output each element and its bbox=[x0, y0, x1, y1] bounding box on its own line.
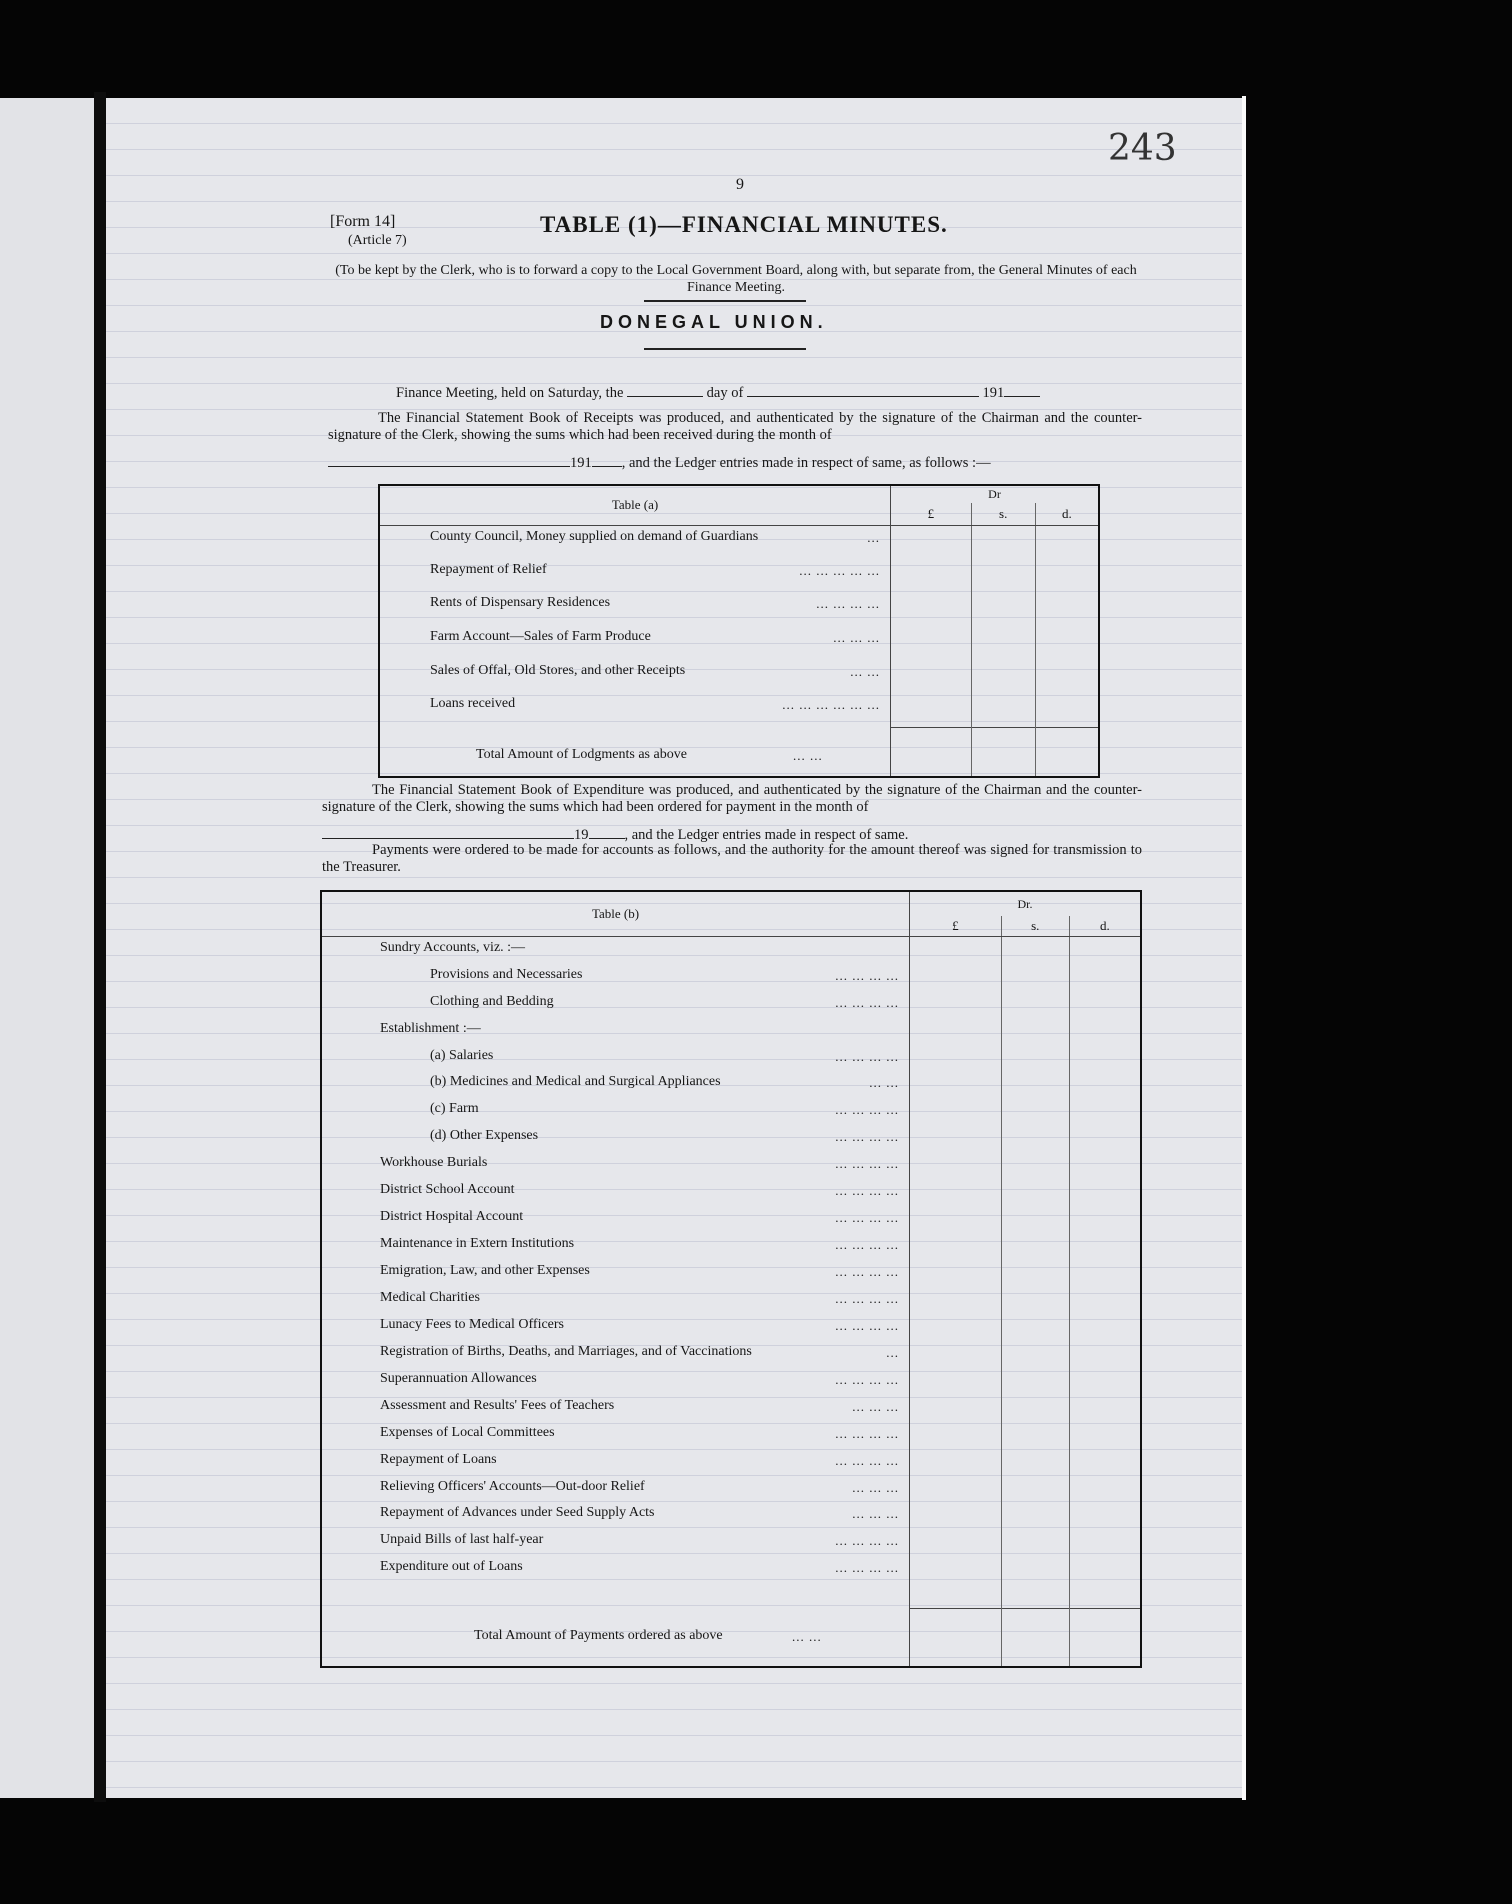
table-row bbox=[321, 1341, 1141, 1368]
table-row bbox=[379, 559, 1099, 593]
meeting-day-of: day of bbox=[706, 385, 744, 401]
row-label-cell bbox=[321, 1422, 910, 1449]
receipts-tail: , and the Ledger entries made in respect of same, as follows :— bbox=[621, 455, 991, 471]
table-row bbox=[379, 693, 1099, 727]
leader-dots: ... ... ... bbox=[852, 1506, 900, 1522]
table-a-total-row bbox=[379, 727, 1099, 777]
row-label: Clothing and Bedding bbox=[430, 993, 554, 1009]
row-label-cell bbox=[321, 937, 910, 964]
amount-pounds-cell[interactable] bbox=[910, 1152, 1002, 1179]
row-label: County Council, Money supplied on demand of Guardians bbox=[430, 528, 759, 544]
leader-dots: ... ... ... ... bbox=[835, 1210, 900, 1226]
row-label-cell bbox=[321, 1314, 910, 1341]
table-b-dr: Dr. bbox=[1017, 896, 1033, 911]
amount-shillings-cell[interactable] bbox=[1001, 1233, 1069, 1260]
amount-pence-cell[interactable] bbox=[1035, 525, 1099, 559]
table-row bbox=[379, 592, 1099, 626]
amount-shillings-cell[interactable] bbox=[1001, 937, 1069, 964]
table-a bbox=[378, 484, 1100, 778]
form-reference: [Form 14] bbox=[330, 213, 396, 230]
leader-dots: ... ... ... ... bbox=[835, 1560, 900, 1576]
amount-pounds-cell[interactable] bbox=[910, 964, 1002, 991]
table-b-title: Table (b) bbox=[321, 891, 910, 937]
amount-shillings-cell[interactable] bbox=[1001, 1314, 1069, 1341]
amount-shillings-cell[interactable] bbox=[1001, 1502, 1069, 1529]
amount-pounds-cell[interactable] bbox=[910, 1476, 1002, 1503]
row-label: Registration of Births, Deaths, and Marriages, and of Vaccinations bbox=[380, 1343, 752, 1359]
amount-pounds-cell[interactable] bbox=[910, 1422, 1002, 1449]
row-label-cell bbox=[379, 693, 891, 727]
receipts-year-prefix: 191 bbox=[570, 455, 592, 471]
amount-pence-cell[interactable] bbox=[1069, 1125, 1141, 1152]
amount-pounds-cell[interactable] bbox=[910, 1206, 1002, 1233]
row-label: Repayment of Advances under Seed Supply Acts bbox=[380, 1505, 655, 1521]
amount-pounds-cell[interactable] bbox=[891, 626, 972, 660]
table-row bbox=[321, 1071, 1141, 1098]
row-label-cell bbox=[321, 1233, 910, 1260]
amount-shillings-cell[interactable] bbox=[1001, 1341, 1069, 1368]
amount-pounds-cell[interactable] bbox=[910, 1502, 1002, 1529]
table-row bbox=[321, 1098, 1141, 1125]
amount-shillings-cell[interactable] bbox=[1001, 964, 1069, 991]
row-label: Repayment of Relief bbox=[430, 561, 547, 577]
article-reference: (Article 7) bbox=[348, 233, 407, 248]
row-label-cell bbox=[321, 1206, 910, 1233]
amount-shillings-cell[interactable] bbox=[971, 525, 1035, 559]
amount-shillings-cell[interactable] bbox=[1001, 1529, 1069, 1556]
table-a-total-pounds[interactable] bbox=[891, 727, 972, 777]
table-b bbox=[320, 890, 1142, 1668]
amount-pounds-cell[interactable] bbox=[910, 937, 1002, 964]
table-row bbox=[321, 1368, 1141, 1395]
row-label: Expenditure out of Loans bbox=[380, 1559, 523, 1575]
row-label-cell bbox=[321, 1476, 910, 1503]
row-label: (c) Farm bbox=[430, 1101, 479, 1117]
amount-pounds-cell[interactable] bbox=[891, 592, 972, 626]
title-rule-bottom bbox=[644, 348, 806, 350]
amount-pence-cell[interactable] bbox=[1069, 1098, 1141, 1125]
amount-pence-cell[interactable] bbox=[1069, 1260, 1141, 1287]
table-b-total-row bbox=[321, 1608, 1141, 1667]
meeting-lead: Finance Meeting, held on Saturday, the bbox=[396, 385, 624, 401]
leader-dots: ... ... ... bbox=[852, 1479, 900, 1495]
amount-shillings-cell[interactable] bbox=[1001, 1098, 1069, 1125]
table-row bbox=[321, 1476, 1141, 1503]
leader-dots: ... ... bbox=[869, 1075, 900, 1091]
table-b-total-shillings[interactable] bbox=[1001, 1608, 1069, 1667]
amount-shillings-cell[interactable] bbox=[1001, 1556, 1069, 1583]
leader-dots: ... ... bbox=[850, 663, 881, 679]
row-label: Maintenance in Extern Institutions bbox=[380, 1236, 575, 1252]
leader-dots: ... ... bbox=[792, 1629, 822, 1644]
leader-dots: ... ... ... ... ... ... bbox=[782, 697, 881, 713]
leader-dots: ... ... ... ... bbox=[835, 1371, 900, 1387]
union-name: DONEGAL UNION. bbox=[600, 312, 828, 332]
row-label-cell bbox=[321, 991, 910, 1018]
row-label-cell bbox=[321, 1098, 910, 1125]
row-label: (b) Medicines and Medical and Surgical Appliances bbox=[430, 1074, 721, 1090]
leader-dots: ... ... ... ... bbox=[816, 596, 881, 612]
amount-pounds-cell[interactable] bbox=[910, 1314, 1002, 1341]
table-row bbox=[321, 1502, 1141, 1529]
amount-pounds-cell[interactable] bbox=[910, 1395, 1002, 1422]
amount-pence-cell[interactable] bbox=[1069, 1071, 1141, 1098]
table-a-total-label: Total Amount of Lodgments as above bbox=[476, 747, 687, 763]
amount-shillings-cell[interactable] bbox=[1001, 1287, 1069, 1314]
table-b-total-cell bbox=[321, 1608, 910, 1667]
amount-shillings-cell[interactable] bbox=[1001, 1125, 1069, 1152]
amount-pounds-cell[interactable] bbox=[910, 1556, 1002, 1583]
amount-shillings-cell[interactable] bbox=[1001, 1368, 1069, 1395]
table-row bbox=[321, 1529, 1141, 1556]
amount-shillings-cell[interactable] bbox=[971, 693, 1035, 727]
amount-pounds-cell[interactable] bbox=[910, 1071, 1002, 1098]
amount-pounds-cell[interactable] bbox=[910, 1018, 1002, 1045]
row-label-cell bbox=[321, 1287, 910, 1314]
row-label-cell bbox=[379, 559, 891, 593]
table-row bbox=[379, 525, 1099, 559]
meeting-line bbox=[396, 384, 1096, 402]
amount-pounds-cell[interactable] bbox=[891, 559, 972, 593]
table-row bbox=[321, 1179, 1141, 1206]
leader-dots: ... ... ... ... ... bbox=[799, 562, 881, 578]
amount-shillings-cell[interactable] bbox=[1001, 1018, 1069, 1045]
row-label: Medical Charities bbox=[380, 1289, 480, 1305]
amount-pence-cell[interactable] bbox=[1069, 991, 1141, 1018]
row-label: Rents of Dispensary Residences bbox=[430, 595, 611, 611]
leader-dots: ... ... ... ... bbox=[835, 1156, 900, 1172]
leader-dots: ... ... ... ... bbox=[835, 1102, 900, 1118]
amount-shillings-cell[interactable] bbox=[1001, 991, 1069, 1018]
table-a-dr: Dr bbox=[988, 487, 1001, 502]
row-label: Unpaid Bills of last half-year bbox=[380, 1532, 544, 1548]
meeting-month-blank[interactable] bbox=[747, 384, 979, 397]
amount-shillings-cell[interactable] bbox=[1001, 1449, 1069, 1476]
facing-page-edge bbox=[0, 98, 94, 1798]
table-row bbox=[321, 1556, 1141, 1583]
intro-note: (To be kept by the Clerk, who is to forward a copy to the Local Government Board, along with, but separate from, the General Minutes of each Finance Meeting. bbox=[335, 263, 1137, 295]
amount-pence-cell[interactable] bbox=[1069, 1422, 1141, 1449]
table-b-total-pence[interactable] bbox=[1069, 1608, 1141, 1667]
amount-shillings-cell[interactable] bbox=[1001, 1395, 1069, 1422]
table-a-total-cell bbox=[379, 727, 891, 777]
amount-pence-cell[interactable] bbox=[1069, 1395, 1141, 1422]
payments-paragraph: Payments were ordered to be made for accounts as follows, and the authority for the amount thereof was signed for transmission to the Treasurer. bbox=[322, 842, 1142, 875]
row-label-cell bbox=[321, 1502, 910, 1529]
page-title: TABLE (1)—FINANCIAL MINUTES. bbox=[540, 212, 948, 237]
meeting-year-prefix: 191 bbox=[982, 385, 1005, 401]
row-label: (d) Other Expenses bbox=[430, 1128, 539, 1144]
row-label-cell bbox=[379, 525, 891, 559]
table-b-total-label: Total Amount of Payments ordered as above bbox=[474, 1628, 723, 1643]
amount-pence-cell[interactable] bbox=[1035, 693, 1099, 727]
amount-pence-cell[interactable] bbox=[1069, 1152, 1141, 1179]
table-row bbox=[321, 1314, 1141, 1341]
amount-shillings-cell[interactable] bbox=[1001, 1152, 1069, 1179]
leader-dots: ... ... ... ... bbox=[835, 1317, 900, 1333]
row-label: Emigration, Law, and other Expenses bbox=[380, 1263, 590, 1279]
leader-dots: ... ... ... bbox=[852, 1398, 900, 1414]
row-label: Sales of Offal, Old Stores, and other Receipts bbox=[430, 662, 686, 678]
receipts-month-blank[interactable] bbox=[328, 454, 570, 467]
amount-pence-cell[interactable] bbox=[1069, 937, 1141, 964]
row-label: Relieving Officers' Accounts—Out-door Relief bbox=[380, 1478, 645, 1494]
amount-pounds-cell[interactable] bbox=[910, 1287, 1002, 1314]
amount-pounds-cell[interactable] bbox=[891, 693, 972, 727]
row-label-cell bbox=[321, 1179, 910, 1206]
leader-dots: ... ... ... ... bbox=[835, 1290, 900, 1306]
row-label-cell bbox=[379, 592, 891, 626]
row-label-cell bbox=[321, 1045, 910, 1072]
table-row bbox=[321, 1260, 1141, 1287]
amount-pounds-cell[interactable] bbox=[910, 1125, 1002, 1152]
amount-pounds-cell[interactable] bbox=[910, 1179, 1002, 1206]
row-label-cell bbox=[379, 626, 891, 660]
table-row bbox=[321, 937, 1141, 964]
row-label: (a) Salaries bbox=[430, 1047, 494, 1063]
table-b-total-pounds[interactable] bbox=[910, 1608, 1002, 1667]
expenditure-month-blank[interactable] bbox=[322, 826, 574, 839]
row-label-cell bbox=[321, 1260, 910, 1287]
amount-pounds-cell[interactable] bbox=[910, 1529, 1002, 1556]
leader-dots: ... ... ... ... bbox=[835, 1425, 900, 1441]
table-row bbox=[321, 991, 1141, 1018]
leader-dots: ... bbox=[867, 529, 881, 545]
expenditure-paragraph: The Financial Statement Book of Expenditure was produced, and authenticated by the signature of the Chairman and the counter-signature of the Clerk, showing the sums which had been ordered for payment in the month of bbox=[322, 782, 1142, 815]
amount-pounds-cell[interactable] bbox=[910, 1260, 1002, 1287]
leader-dots: ... ... ... ... bbox=[835, 967, 900, 983]
amount-pence-cell[interactable] bbox=[1035, 559, 1099, 593]
amount-pence-cell[interactable] bbox=[1069, 1287, 1141, 1314]
row-label-cell bbox=[321, 1368, 910, 1395]
receipts-month-line bbox=[328, 454, 1142, 472]
amount-pounds-cell[interactable] bbox=[910, 1098, 1002, 1125]
leader-dots: ... ... ... ... bbox=[835, 1048, 900, 1064]
amount-shillings-cell[interactable] bbox=[971, 592, 1035, 626]
row-label-cell bbox=[321, 1125, 910, 1152]
row-label-cell bbox=[321, 1341, 910, 1368]
table-row bbox=[321, 1287, 1141, 1314]
amount-pence-cell[interactable] bbox=[1069, 1449, 1141, 1476]
amount-pence-cell[interactable] bbox=[1069, 1233, 1141, 1260]
amount-pounds-cell[interactable] bbox=[910, 1449, 1002, 1476]
row-label: Superannuation Allowances bbox=[380, 1370, 537, 1386]
amount-pounds-cell[interactable] bbox=[910, 1368, 1002, 1395]
amount-pence-cell[interactable] bbox=[1069, 1368, 1141, 1395]
row-label-cell bbox=[379, 660, 891, 694]
row-label: Expenses of Local Committees bbox=[380, 1424, 555, 1440]
amount-pounds-cell[interactable] bbox=[910, 1045, 1002, 1072]
table-b-shillings: s. bbox=[1001, 916, 1069, 936]
table-row bbox=[321, 1152, 1141, 1179]
table-a-title: Table (a) bbox=[379, 485, 891, 525]
row-label-cell bbox=[321, 1529, 910, 1556]
table-a-shillings: s. bbox=[971, 503, 1035, 525]
leader-dots: ... ... ... ... bbox=[835, 1129, 900, 1145]
row-label-cell bbox=[321, 1395, 910, 1422]
row-label-cell bbox=[321, 1556, 910, 1583]
table-row bbox=[321, 1449, 1141, 1476]
amount-pence-cell[interactable] bbox=[1069, 1206, 1141, 1233]
row-label-cell bbox=[321, 964, 910, 991]
row-label: Farm Account—Sales of Farm Produce bbox=[430, 629, 651, 645]
table-row bbox=[321, 1395, 1141, 1422]
table-b-pence: d. bbox=[1069, 916, 1141, 936]
leader-dots: ... ... ... ... bbox=[835, 1533, 900, 1549]
receipts-year-blank[interactable] bbox=[592, 454, 622, 467]
table-a-total-shillings[interactable] bbox=[971, 727, 1035, 777]
amount-pence-cell[interactable] bbox=[1035, 660, 1099, 694]
amount-shillings-cell[interactable] bbox=[1001, 1476, 1069, 1503]
table-a-total-pence[interactable] bbox=[1035, 727, 1099, 777]
meeting-year-blank[interactable] bbox=[1004, 384, 1040, 397]
table-a-pounds: £ bbox=[891, 503, 972, 525]
amount-pounds-cell[interactable] bbox=[891, 525, 972, 559]
amount-shillings-cell[interactable] bbox=[1001, 1179, 1069, 1206]
row-label: Loans received bbox=[430, 696, 516, 712]
table-b-pounds: £ bbox=[910, 916, 1002, 936]
amount-shillings-cell[interactable] bbox=[1001, 1045, 1069, 1072]
row-label-cell bbox=[321, 1449, 910, 1476]
amount-shillings-cell[interactable] bbox=[971, 559, 1035, 593]
table-row bbox=[379, 660, 1099, 694]
amount-shillings-cell[interactable] bbox=[1001, 1071, 1069, 1098]
amount-pence-cell[interactable] bbox=[1069, 1529, 1141, 1556]
leader-dots: ... ... ... ... bbox=[835, 1237, 900, 1253]
amount-pence-cell[interactable] bbox=[1069, 964, 1141, 991]
row-label: Workhouse Burials bbox=[380, 1155, 488, 1171]
amount-shillings-cell[interactable] bbox=[1001, 1260, 1069, 1287]
table-row bbox=[321, 1422, 1141, 1449]
leader-dots: ... ... ... bbox=[833, 630, 881, 646]
amount-pence-cell[interactable] bbox=[1069, 1018, 1141, 1045]
row-label-cell bbox=[321, 1018, 910, 1045]
meeting-day-blank[interactable] bbox=[627, 384, 703, 397]
amount-shillings-cell[interactable] bbox=[971, 660, 1035, 694]
amount-shillings-cell[interactable] bbox=[1001, 1206, 1069, 1233]
row-label: Assessment and Results' Fees of Teachers bbox=[380, 1397, 615, 1413]
amount-pence-cell[interactable] bbox=[1069, 1556, 1141, 1583]
page-number: 243 bbox=[1108, 128, 1177, 169]
amount-shillings-cell[interactable] bbox=[1001, 1422, 1069, 1449]
table-row bbox=[321, 1206, 1141, 1233]
title-rule-top bbox=[644, 300, 806, 302]
table-a-pence: d. bbox=[1035, 503, 1099, 525]
amount-pence-cell[interactable] bbox=[1069, 1045, 1141, 1072]
amount-pence-cell[interactable] bbox=[1069, 1476, 1141, 1503]
expenditure-year-blank[interactable] bbox=[589, 826, 625, 839]
table-row bbox=[321, 1233, 1141, 1260]
amount-shillings-cell[interactable] bbox=[971, 626, 1035, 660]
amount-pence-cell[interactable] bbox=[1035, 592, 1099, 626]
folio-number: 9 bbox=[736, 176, 744, 193]
amount-pounds-cell[interactable] bbox=[891, 660, 972, 694]
row-label: Sundry Accounts, viz. :— bbox=[380, 940, 526, 956]
table-row bbox=[321, 1045, 1141, 1072]
row-label-cell bbox=[321, 1152, 910, 1179]
table-row bbox=[321, 1018, 1141, 1045]
row-label: District Hospital Account bbox=[380, 1209, 524, 1225]
amount-pence-cell[interactable] bbox=[1069, 1179, 1141, 1206]
leader-dots: ... bbox=[886, 1344, 900, 1360]
table-row bbox=[379, 626, 1099, 660]
expenditure-tail: , and the Ledger entries made in respect of same. bbox=[624, 827, 909, 843]
amount-pounds-cell[interactable] bbox=[910, 1341, 1002, 1368]
leader-dots: ... ... ... ... bbox=[835, 1264, 900, 1280]
amount-pounds-cell[interactable] bbox=[910, 1233, 1002, 1260]
leader-dots: ... ... ... ... bbox=[835, 994, 900, 1010]
row-label: District School Account bbox=[380, 1182, 515, 1198]
table-row bbox=[321, 1125, 1141, 1152]
expenditure-year-prefix: 19 bbox=[574, 827, 589, 843]
row-label: Establishment :— bbox=[380, 1020, 481, 1036]
page-edge bbox=[1242, 96, 1246, 1800]
amount-pence-cell[interactable] bbox=[1069, 1314, 1141, 1341]
row-label: Lunacy Fees to Medical Officers bbox=[380, 1316, 565, 1332]
amount-pence-cell[interactable] bbox=[1069, 1502, 1141, 1529]
leader-dots: ... ... ... ... bbox=[835, 1452, 900, 1468]
leader-dots: ... ... bbox=[793, 748, 823, 764]
amount-pence-cell[interactable] bbox=[1069, 1341, 1141, 1368]
row-label-cell bbox=[321, 1071, 910, 1098]
table-row bbox=[321, 964, 1141, 991]
row-label: Repayment of Loans bbox=[380, 1451, 497, 1467]
amount-pence-cell[interactable] bbox=[1035, 626, 1099, 660]
leader-dots: ... ... ... ... bbox=[835, 1183, 900, 1199]
amount-pounds-cell[interactable] bbox=[910, 991, 1002, 1018]
book-gutter bbox=[94, 92, 106, 1802]
row-label: Provisions and Necessaries bbox=[430, 966, 583, 982]
receipts-paragraph: The Financial Statement Book of Receipts was produced, and authenticated by the signature of the Chairman and the counter-signature of the Clerk, showing the sums which had been received during the month of bbox=[328, 410, 1142, 443]
